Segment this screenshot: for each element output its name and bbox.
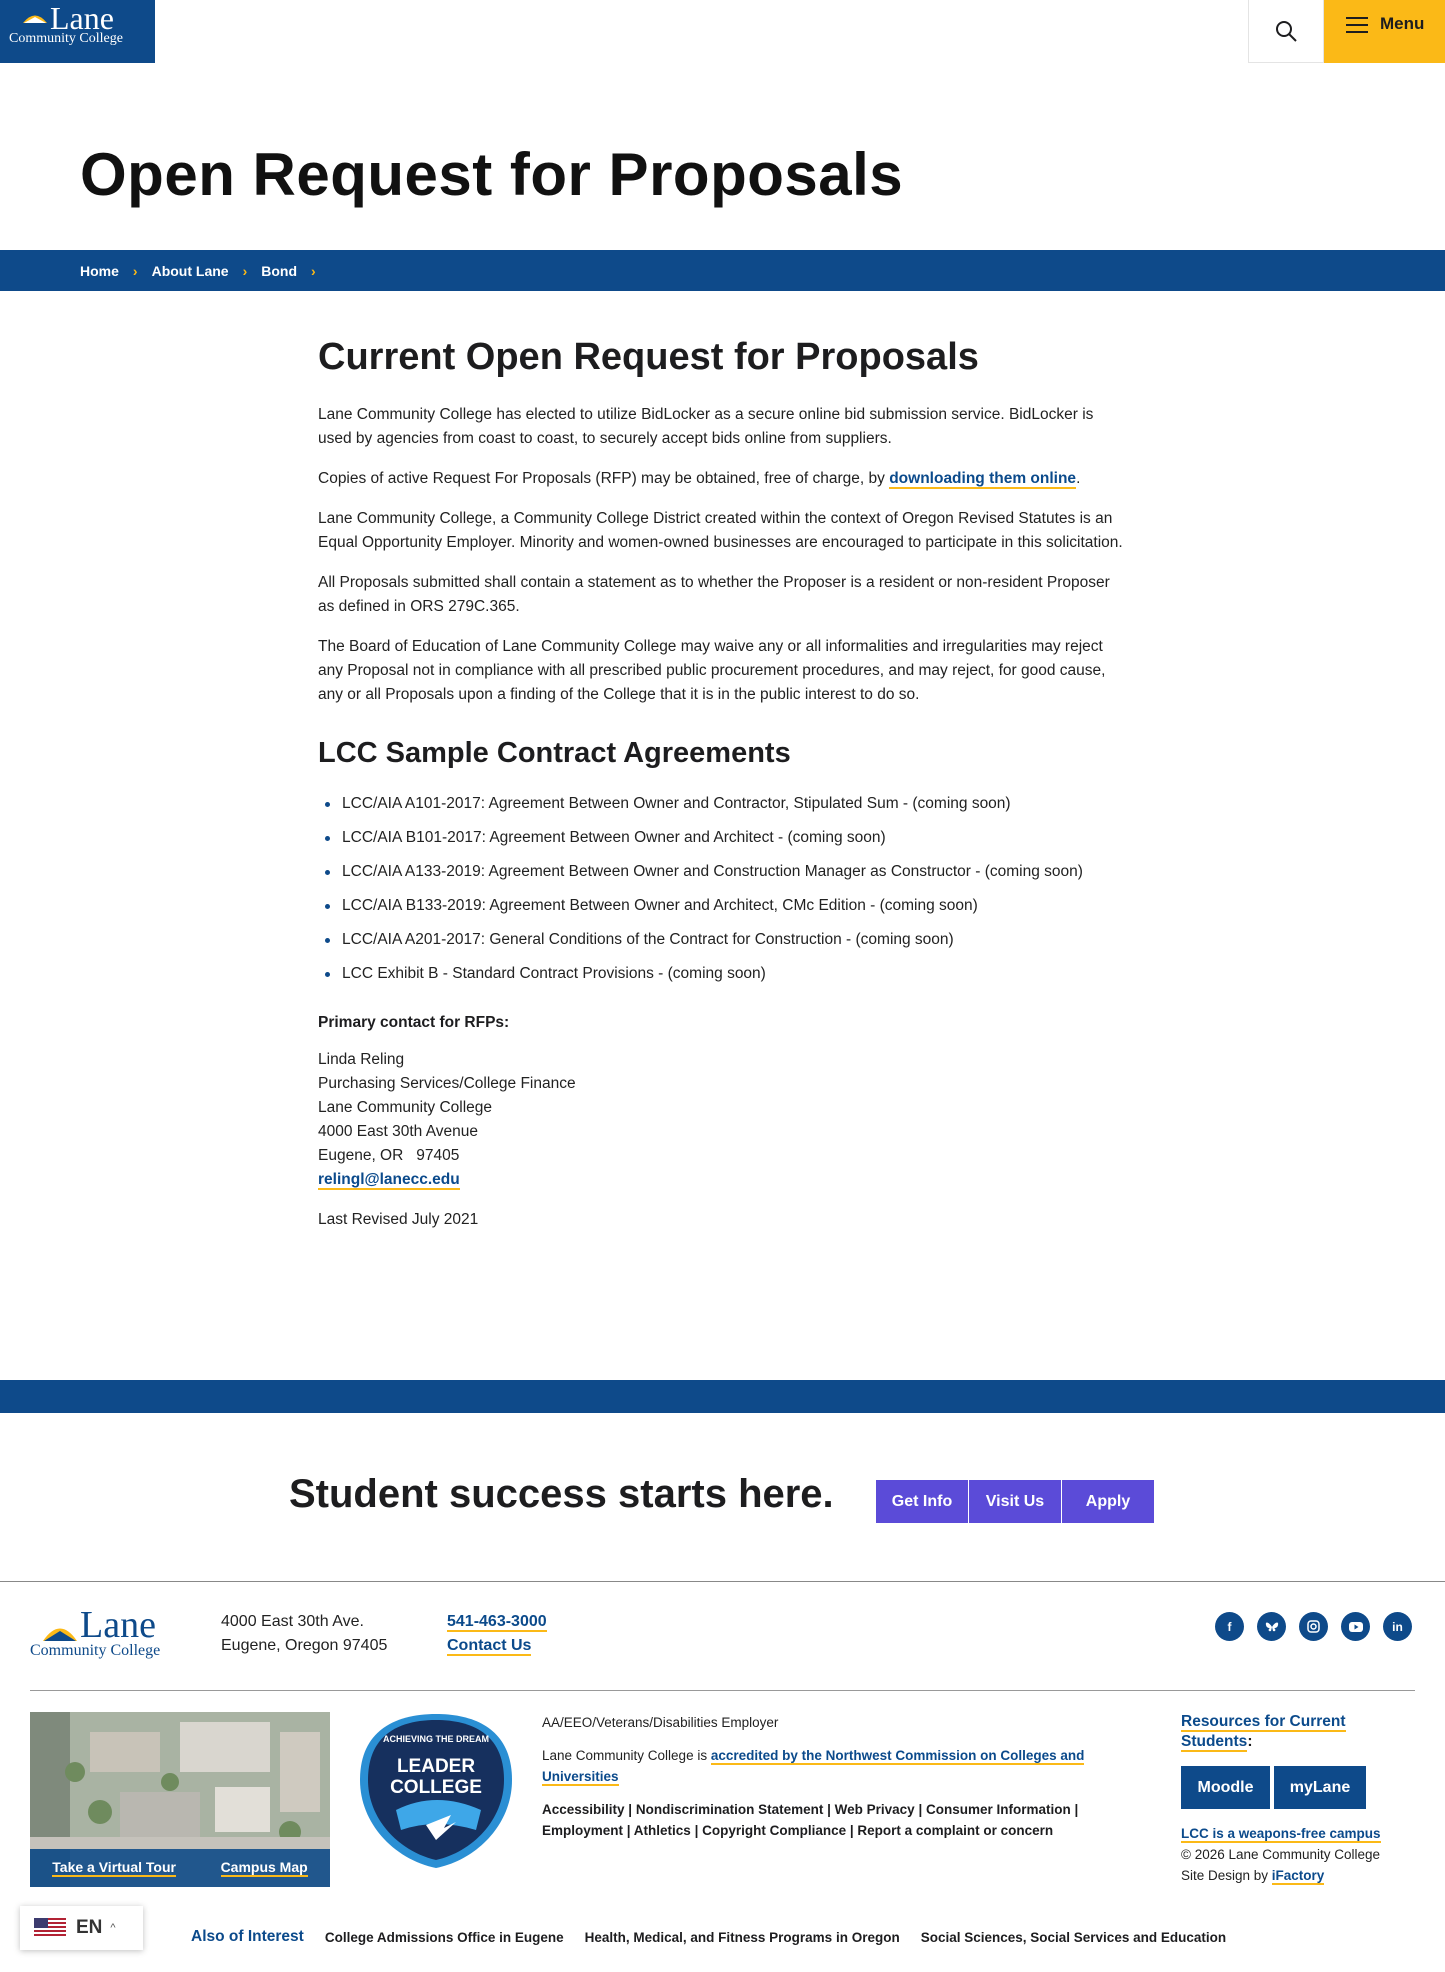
menu-button[interactable] [1324, 0, 1445, 63]
site-logo[interactable] [0, 0, 155, 63]
credit-text: Site Design by [1181, 1868, 1272, 1883]
breadcrumb-label: About Lane [151, 262, 229, 279]
language-code: EN [76, 1917, 103, 1938]
badge-line-1: LEADER [396, 1756, 476, 1777]
logo-subtitle: Community College [9, 31, 123, 46]
contact-street: 4000 East 30th Avenue [318, 1123, 479, 1140]
web-privacy-link[interactable]: Web Privacy [834, 1802, 915, 1817]
resources-colon: : [1247, 1733, 1253, 1750]
instagram-icon[interactable] [1299, 1612, 1328, 1641]
menu-label: Menu [1380, 14, 1425, 33]
contact-name: Linda Reling [318, 1051, 405, 1068]
footer-contact [447, 1610, 547, 1658]
sample-agreements-heading: LCC Sample Contract Agreements [318, 737, 791, 769]
accreditation-text: Lane Community College is [542, 1748, 711, 1763]
contact-city: Eugene, OR 97405 [318, 1147, 460, 1164]
moodle-button[interactable]: Moodle [1181, 1766, 1270, 1809]
intro-paragraph: Lane Community College has elected to utilize BidLocker as a secure online bid submission service. BidLocker is used by agencies from coast to coast, to securely accept bids online from suppliers. [318, 406, 1094, 447]
footer-legal [542, 1712, 1122, 1853]
site-header [0, 0, 1445, 63]
logo-sun-icon [22, 10, 48, 24]
report-complaint-link[interactable]: Report a complaint or concern [857, 1823, 1054, 1838]
facebook-icon[interactable]: f [1215, 1612, 1244, 1641]
paragraph-text: Copies of active Request For Proposals (RFP) may be obtained, free of charge, by [318, 470, 890, 487]
footer-links: Accessibility | Nondiscrimination Statement | Web Privacy | Consumer Information | Employment | Athletics | Copyright Compliance | Report a complaint or concern [542, 1802, 1079, 1838]
employer-statement: AA/EEO/Veterans/Disabilities Employer [542, 1715, 779, 1730]
campus-map-image[interactable] [30, 1712, 330, 1887]
footer-logo[interactable] [30, 1606, 180, 1666]
chevron-right-icon: › [311, 262, 316, 279]
chevron-up-icon: ^ [110, 1922, 116, 1934]
search-icon [1274, 19, 1298, 43]
health-programs-link[interactable]: Health, Medical, and Fitness Programs in Oregon [584, 1929, 900, 1945]
contact-block [318, 1048, 1128, 1192]
site-design-credit [1181, 1865, 1411, 1886]
chevron-right-icon: › [132, 262, 138, 279]
logo-subtitle: Community College [30, 1642, 161, 1659]
badge-arc-text: ACHIEVING THE DREAM [382, 1734, 490, 1744]
resources-title-link[interactable]: Resources for Current Students [1181, 1713, 1346, 1750]
map-links-bar [30, 1849, 330, 1887]
last-revised: Last Revised July 2021 [318, 1211, 479, 1228]
page-title: Open Request for Proposals [80, 141, 904, 208]
play-icon [1349, 1622, 1363, 1632]
language-switcher[interactable] [20, 1906, 143, 1950]
accessibility-link[interactable]: Accessibility [542, 1802, 625, 1817]
get-info-button[interactable]: Get Info [876, 1480, 968, 1523]
social-links [1215, 1612, 1425, 1641]
list-item: LCC/AIA B101-2017: Agreement Between Owner and Architect - (coming soon) [318, 826, 1128, 850]
list-item: LCC/AIA A201-2017: General Conditions of the Contract for Construction - (coming soon) [318, 928, 1128, 952]
breadcrumb-label: Bond [261, 262, 298, 279]
residency-paragraph: All Proposals submitted shall contain a statement as to whether the Proposer is a resident or non-resident Proposer as defined in ORS 279C.365. [318, 574, 1110, 615]
resources-title [1181, 1712, 1411, 1752]
contact-us-link[interactable]: Contact Us [447, 1637, 532, 1654]
accreditation-statement [542, 1745, 1122, 1787]
copyright: © 2026 Lane Community College [1181, 1847, 1381, 1862]
resource-buttons [1181, 1766, 1411, 1809]
consumer-information-link[interactable]: Consumer Information [925, 1802, 1071, 1817]
breadcrumb-bond[interactable] [261, 263, 329, 279]
contact-heading: Primary contact for RFPs: [318, 1014, 510, 1031]
board-paragraph: The Board of Education of Lane Community College may waive any or all informalities and irregularities may reject any Proposal not in compliance with all prescribed public procurement procedures, and may reject, for good cause, any or all Proposals upon a finding of the College that it is in the public interest to do so. [318, 638, 1106, 703]
youtube-icon[interactable] [1341, 1612, 1370, 1641]
virtual-tour-link[interactable]: Take a Virtual Tour [52, 1859, 176, 1875]
apply-button[interactable]: Apply [1062, 1480, 1154, 1523]
also-of-interest [191, 1928, 1247, 1946]
footer-divider [0, 1581, 1445, 1582]
butterfly-icon [1265, 1621, 1279, 1633]
contact-department: Purchasing Services/College Finance [318, 1075, 576, 1092]
phone-link[interactable]: 541-463-3000 [447, 1613, 547, 1630]
breadcrumb-home[interactable] [80, 263, 152, 279]
cta-buttons [876, 1480, 1155, 1523]
badge-line-2: COLLEGE [390, 1777, 482, 1798]
achieving-the-dream-badge [356, 1710, 516, 1872]
chevron-right-icon: › [242, 262, 248, 279]
address-line: 4000 East 30th Ave. [221, 1613, 364, 1630]
logo-wordmark: Lane [80, 1604, 156, 1646]
logo-sun-icon [42, 1620, 78, 1642]
rfp-copies-paragraph [318, 467, 1128, 491]
divider-band [0, 1380, 1445, 1413]
footer-divider [30, 1690, 1415, 1691]
breadcrumb-about-lane[interactable] [152, 263, 262, 279]
list-item: LCC/AIA A101-2017: Agreement Between Owner and Contractor, Stipulated Sum - (coming soon) [318, 792, 1128, 816]
hamburger-icon [1346, 17, 1368, 35]
employment-link[interactable]: Employment [542, 1823, 624, 1838]
admissions-office-link[interactable]: College Admissions Office in Eugene [324, 1929, 564, 1945]
search-button[interactable] [1248, 0, 1324, 63]
address-line: Eugene, Oregon 97405 [221, 1637, 388, 1654]
footer-address [221, 1610, 387, 1658]
section-heading: Current Open Request for Proposals [318, 336, 979, 378]
ifactory-link[interactable]: iFactory [1271, 1868, 1325, 1883]
breadcrumb [0, 250, 1445, 291]
linkedin-icon[interactable]: in [1383, 1612, 1412, 1641]
cta-title: Student success starts here. [289, 1472, 834, 1516]
contact-email-link[interactable]: relingl@lanecc.edu [318, 1171, 460, 1188]
also-of-interest-title: Also of Interest [191, 1928, 304, 1945]
visit-us-button[interactable]: Visit Us [969, 1480, 1061, 1523]
athletics-link[interactable]: Athletics [633, 1823, 691, 1838]
nondiscrimination-link[interactable]: Nondiscrimination Statement [635, 1802, 824, 1817]
download-rfp-link[interactable]: downloading them online [889, 470, 1077, 487]
logo-wordmark: Lane [50, 0, 114, 36]
contact-organization: Lane Community College [318, 1099, 493, 1116]
weapons-free-link[interactable]: LCC is a weapons-free campus [1181, 1826, 1381, 1841]
agreements-list [318, 792, 1128, 986]
bluesky-icon[interactable] [1257, 1612, 1286, 1641]
paragraph-text: . [1076, 470, 1081, 487]
mylane-button[interactable]: myLane [1274, 1766, 1366, 1809]
list-item: LCC/AIA B133-2019: Agreement Between Owner and Architect, CMc Edition - (coming soon) [318, 894, 1128, 918]
main-content [318, 336, 1128, 1248]
copyright-compliance-link[interactable]: Copyright Compliance [702, 1823, 847, 1838]
list-item: LCC Exhibit B - Standard Contract Provisions - (coming soon) [318, 962, 1128, 986]
us-flag-icon [34, 1918, 66, 1938]
breadcrumb-label: Home [80, 262, 119, 279]
accreditation-link[interactable]: accredited by the Northwest Commission on Colleges and Universities [542, 1748, 1085, 1784]
camera-icon [1307, 1620, 1320, 1633]
campus-map-link[interactable]: Campus Map [220, 1859, 308, 1875]
social-sciences-link[interactable]: Social Sciences, Social Services and Education [920, 1929, 1227, 1945]
list-item: LCC/AIA A133-2019: Agreement Between Owner and Construction Manager as Constructor - (coming soon) [318, 860, 1128, 884]
student-resources [1181, 1712, 1411, 1886]
leader-college-badge-icon [356, 1710, 516, 1872]
eeo-paragraph: Lane Community College, a Community College District created within the context of Oregon Revised Statutes is an Equal Opportunity Employer. Minority and women-owned businesses are encouraged to participate in this solicitation. [318, 510, 1123, 551]
